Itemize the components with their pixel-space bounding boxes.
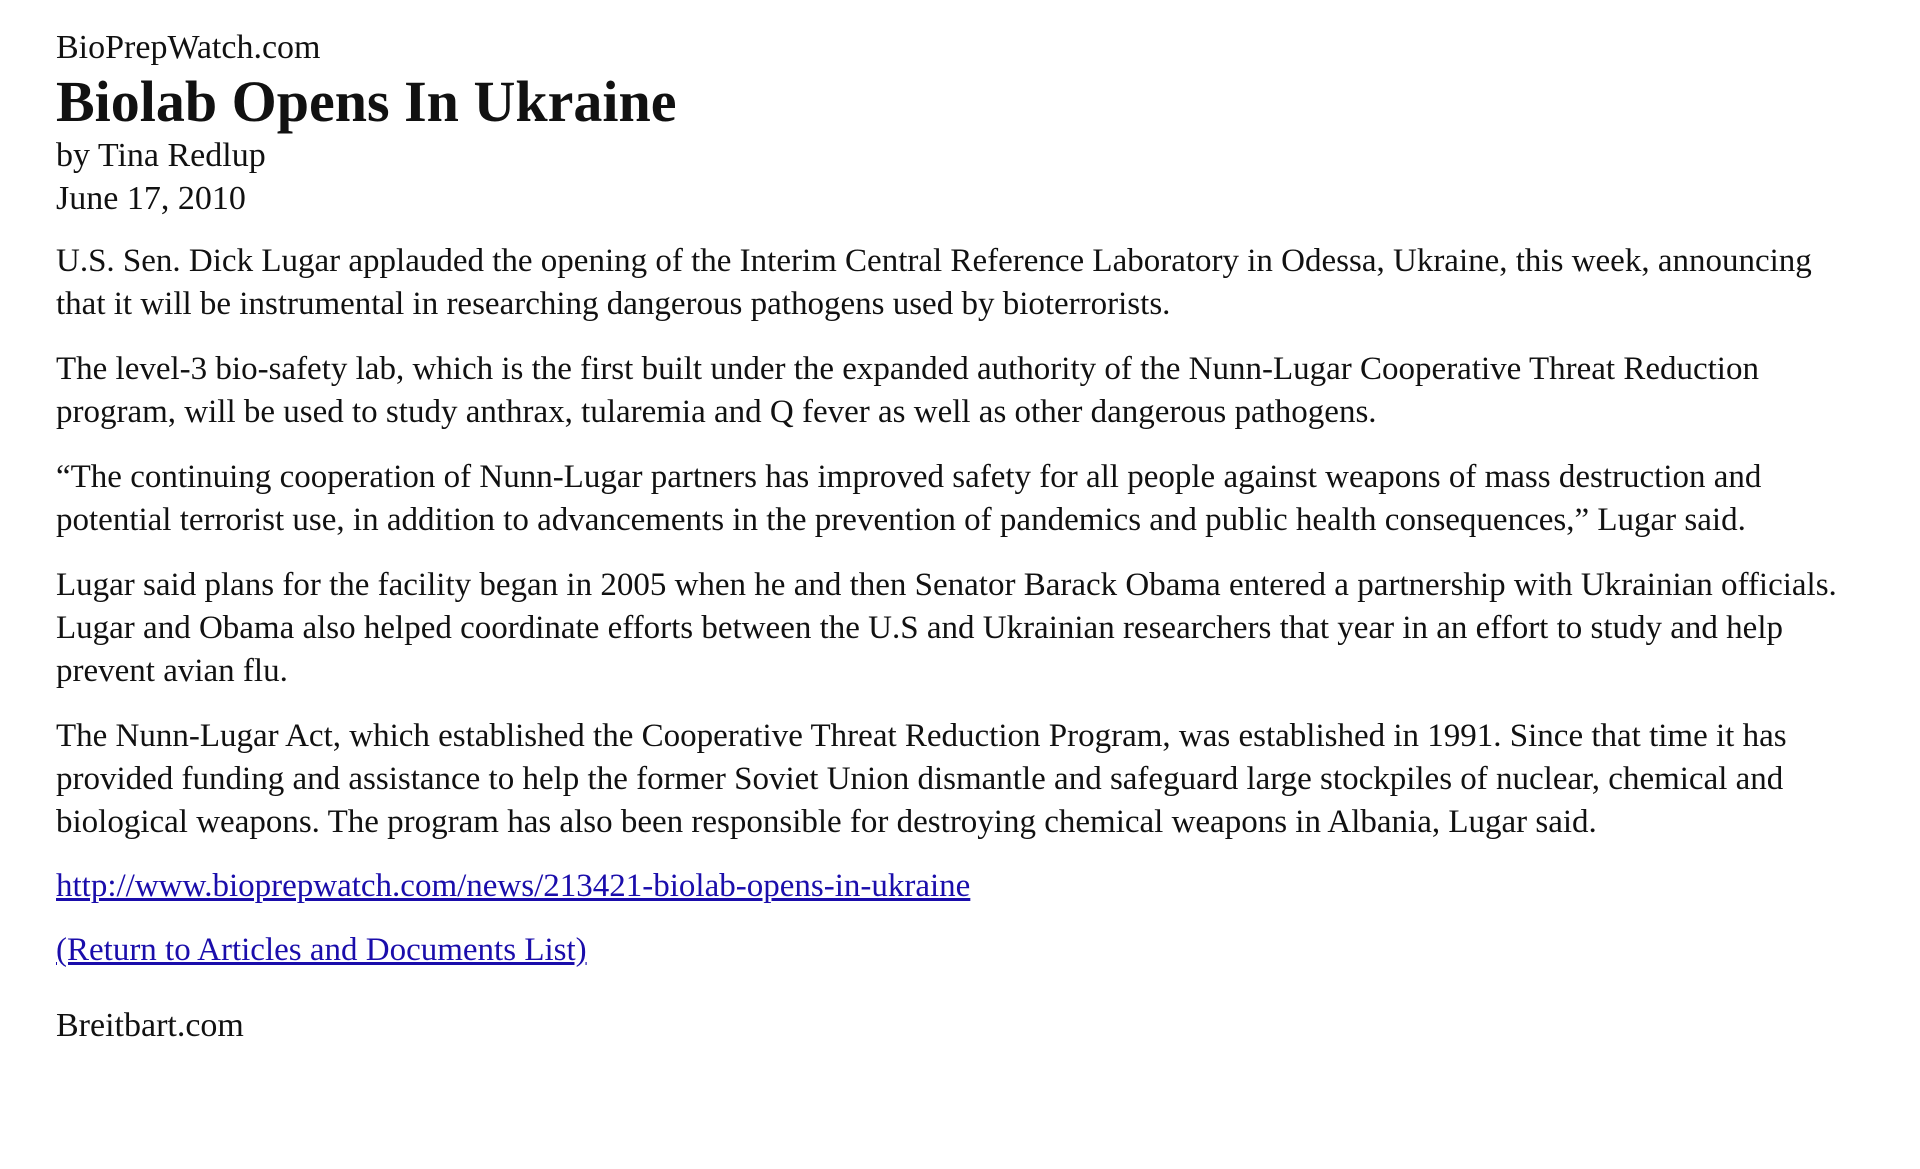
source-link-row xyxy=(56,865,1846,908)
article-title: Biolab Opens In Ukraine xyxy=(56,69,677,134)
article-paragraph-3: “The continuing cooperation of Nunn-Lugar partners has improved safety for all people against weapons of mass destruction and potential terrorist use, in addition to advancements in the prevention of pandemics and public health consequences,” Lugar said. xyxy=(56,459,1762,538)
article-date: June 17, 2010 xyxy=(56,180,246,217)
article-paragraph-2: The level-3 bio-safety lab, which is the first built under the expanded authority of the Nunn-Lugar Cooperative Threat Reduction program, will be used to study anthrax, tularemia and Q fever as well as other dangerous pathogens. xyxy=(56,351,1759,430)
article-paragraph-1: U.S. Sen. Dick Lugar applauded the opening of the Interim Central Reference Laboratory in Odessa, Ukraine, this week, announcing that it will be instrumental in researching dangerous pathogens used by bioterrorists. xyxy=(56,243,1812,322)
next-article-source: Breitbart.com xyxy=(56,1007,244,1044)
article-paragraph-5: The Nunn-Lugar Act, which established the Cooperative Threat Reduction Program, was established in 1991. Since that time it has provided funding and assistance to help the former Soviet Union dismantle and safeguard large stockpiles of nuclear, chemical and biological weapons. The program has also been responsible for destroying chemical weapons in Albania, Lugar said. xyxy=(56,718,1787,840)
return-to-list-link[interactable]: (Return to Articles and Documents List) xyxy=(56,932,587,968)
article-paragraph-4: Lugar said plans for the facility began in 2005 when he and then Senator Barack Obama entered a partnership with Ukrainian officials. Lugar and Obama also helped coordinate efforts between the U.S and Ukrainian researchers that year in an effort to study and help prevent avian flu. xyxy=(56,567,1837,689)
article-byline: by Tina Redlup xyxy=(56,137,266,174)
article-page xyxy=(56,0,1846,1046)
return-link-row xyxy=(56,929,1846,972)
article-source: BioPrepWatch.com xyxy=(56,29,321,66)
source-url-link[interactable]: http://www.bioprepwatch.com/news/213421-biolab-opens-in-ukraine xyxy=(56,868,971,904)
